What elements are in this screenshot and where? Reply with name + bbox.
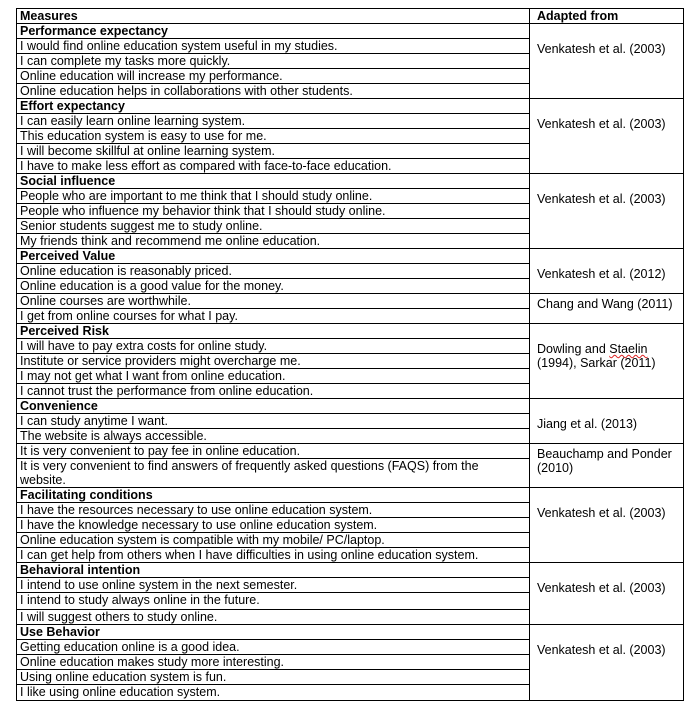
section-title-source-cell — [529, 249, 683, 264]
measure-item: Senior students suggest me to study online. — [17, 219, 529, 234]
source-citation: Venkatesh et al. (2003) — [530, 114, 683, 174]
source-citation: Venkatesh et al. (2003) — [530, 503, 683, 563]
section-title-source-cell — [529, 625, 683, 640]
measure-item: I will suggest others to study online. — [17, 610, 529, 625]
section-title: Perceived Risk — [17, 324, 529, 339]
source-citation: Venkatesh et al. (2003) — [537, 643, 666, 657]
section-convenience — [17, 399, 683, 488]
measure-item: Online courses are worthwhile. — [17, 294, 529, 309]
section-title-source-cell — [529, 563, 683, 578]
measure-item: I can complete my tasks more quickly. — [17, 54, 529, 69]
section-effort-expectancy — [17, 99, 683, 174]
source-citation: Venkatesh et al. (2012) — [530, 264, 683, 294]
section-title-source-cell — [529, 399, 683, 414]
measure-item: This education system is easy to use for me. — [17, 129, 529, 144]
source-text: Dowling and — [537, 342, 610, 356]
measure-item: I intend to study always online in the future. — [17, 593, 529, 610]
section-title: Effort expectancy — [17, 99, 529, 114]
section-title-source-cell — [529, 488, 683, 503]
measure-item: I may not get what I want from online education. — [17, 369, 529, 384]
measure-item: I have the resources necessary to use online education system. — [17, 503, 529, 518]
measure-item: I intend to use online system in the next semester. — [17, 578, 529, 593]
measure-item: Online education is reasonably priced. — [17, 264, 529, 279]
header-adapted-from: Adapted from — [529, 9, 683, 24]
measure-item: I have the knowledge necessary to use online education system. — [17, 518, 529, 533]
section-title: Use Behavior — [17, 625, 529, 640]
measure-item: I will become skillful at online learning system. — [17, 144, 529, 159]
section-title: Perceived Value — [17, 249, 529, 264]
measure-item: The website is always accessible. — [17, 429, 529, 444]
section-title: Social influence — [17, 174, 529, 189]
measure-item: Online education is a good value for the money. — [17, 279, 529, 294]
measure-item: I get from online courses for what I pay. — [17, 309, 529, 324]
measure-item: I would find online education system useful in my studies. — [17, 39, 529, 54]
section-performance-expectancy — [17, 24, 683, 99]
measure-item: I cannot trust the performance from online education. — [17, 384, 529, 399]
source-citation — [530, 339, 683, 399]
measure-item: Online education system is compatible with my mobile/ PC/laptop. — [17, 533, 529, 548]
section-title: Convenience — [17, 399, 529, 414]
source-citation: Beauchamp and Ponder (2010) — [530, 444, 683, 488]
section-title: Behavioral intention — [17, 563, 529, 578]
section-title: Performance expectancy — [17, 24, 529, 39]
measure-item: Using online education system is fun. — [17, 670, 529, 685]
section-title: Facilitating conditions — [17, 488, 529, 503]
header-measures: Measures — [17, 9, 529, 24]
source-citation: Chang and Wang (2011) — [530, 294, 683, 324]
source-citation: Venkatesh et al. (2003) — [530, 39, 683, 99]
table-header — [17, 9, 683, 24]
measure-item: I will have to pay extra costs for online study. — [17, 339, 529, 354]
measure-item: I can study anytime I want. — [17, 414, 529, 429]
section-facilitating-conditions — [17, 488, 683, 563]
section-title-source-cell — [529, 174, 683, 189]
measure-item: My friends think and recommend me online education. — [17, 234, 529, 249]
measure-item: It is very convenient to find answers of frequently asked questions (FAQS) from the website. — [17, 459, 529, 488]
section-title-source-cell — [529, 324, 683, 339]
section-title-source-cell — [529, 24, 683, 39]
measure-item: I have to make less effort as compared with face-to-face education. — [17, 159, 529, 174]
measure-item: Online education helps in collaborations with other students. — [17, 84, 529, 99]
source-citation: Jiang et al. (2013) — [530, 414, 683, 444]
source-text: (1994), Sarkar (2011) — [537, 356, 656, 370]
measure-item: I can easily learn online learning system. — [17, 114, 529, 129]
section-behavioral-intention — [17, 563, 683, 625]
measure-item: Institute or service providers might overcharge me. — [17, 354, 529, 369]
measure-item: People who influence my behavior think that I should study online. — [17, 204, 529, 219]
measure-item: I like using online education system. — [20, 685, 221, 699]
measure-item: People who are important to me think that I should study online. — [17, 189, 529, 204]
section-perceived-risk — [17, 324, 683, 399]
measure-item: Getting education online is a good idea. — [17, 640, 529, 655]
measure-item: It is very convenient to pay fee in online education. — [17, 444, 529, 459]
measure-item: Online education makes study more interesting. — [17, 655, 529, 670]
measure-item: I can get help from others when I have difficulties in using online education system. — [17, 548, 529, 563]
section-use-behavior — [17, 625, 683, 700]
spellcheck-word: Staelin — [609, 342, 648, 356]
measures-table — [16, 8, 684, 701]
section-perceived-value — [17, 249, 683, 324]
section-social-influence — [17, 174, 683, 249]
source-citation: Venkatesh et al. (2003) — [530, 189, 683, 249]
source-citation: Venkatesh et al. (2003) — [530, 578, 683, 625]
measure-item: Online education will increase my performance. — [17, 69, 529, 84]
section-title-source-cell — [529, 99, 683, 114]
